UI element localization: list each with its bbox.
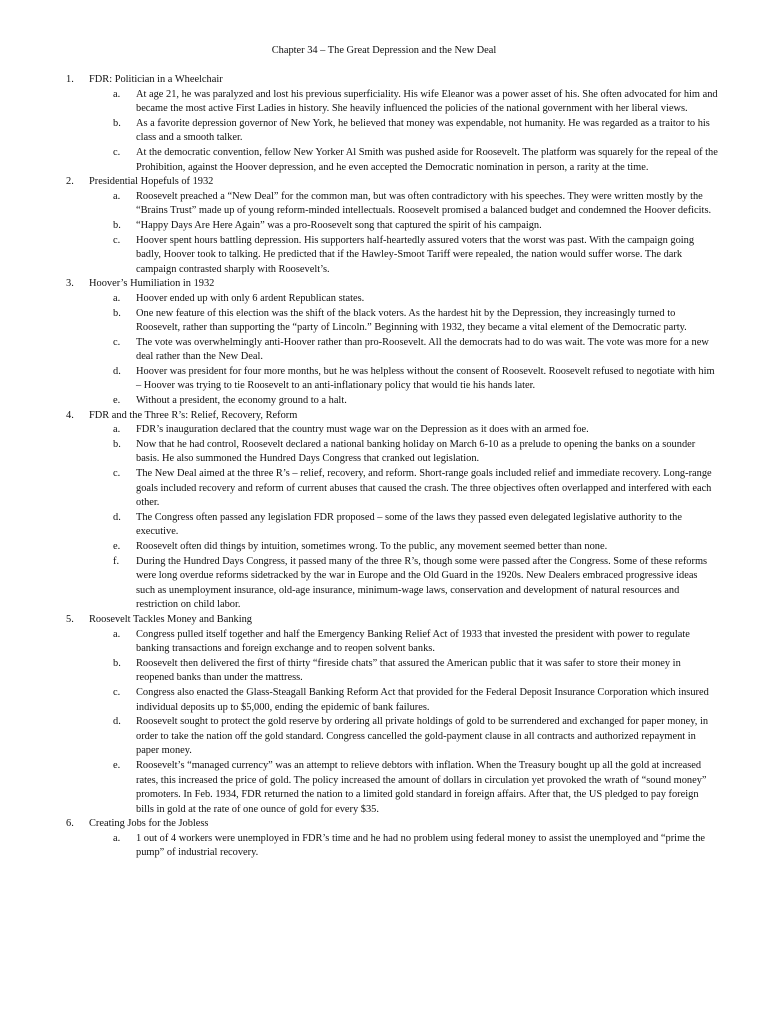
item-letter: c. [113, 336, 121, 348]
section-number: 5. [66, 613, 74, 625]
item-text: Hoover ended up with only 6 ardent Republican states. [136, 292, 365, 304]
list-item [0, 292, 768, 307]
section-heading [0, 73, 768, 88]
item-letter: c. [113, 468, 121, 480]
item-text: Roosevelt preached a “New Deal” for the common man, but was often contradictory with his speeches. They were written mostly by the “Brains Trust” made up of young reform-minded intellectuals. Roosevelt promised a balanced budget and condemned the Hoover deficits. [136, 190, 712, 217]
list-item [0, 307, 768, 336]
list-item [0, 832, 768, 861]
item-text: One new feature of this election was the shift of the black voters. As the hardest hit by the Depression, they increasingly turned to Roosevelt, rather than supporting the “party of Lincoln.” Beginning with 1932, they became a vital element of the Democratic party. [136, 307, 687, 334]
item-text: The New Deal aimed at the three R’s – relief, recovery, and reform. Short-range goals included relief and immediate recovery. Long-range goals included recovery and reform of current abuses that caused the crash. The three objectives often overlapped and interfered with each other. [136, 468, 712, 509]
section-heading [0, 175, 768, 190]
item-letter: a. [113, 292, 121, 304]
item-letter: b. [113, 219, 121, 231]
outline-section [0, 409, 768, 613]
item-text: Roosevelt’s “managed currency” was an attempt to relieve debtors with inflation. When the Treasury bought up all the gold at increased rates, this increased the price of gold. The policy increased the amount of dollars in circulation yet provoked the wrath of “sound money” promoters. In Feb. 1934, FDR returned the nation to a limited gold standard in foreign affairs. After that, the US pledged to pay foreign bills in gold at the rate of one ounce of gold for every $35. [136, 759, 707, 815]
item-text: Now that he had control, Roosevelt declared a national banking holiday on March 6-10 as a prelude to opening the banks on a sounder basis. He also summoned the Hundred Days Congress that cranked out legislation. [136, 438, 696, 465]
list-item [0, 219, 768, 234]
section-heading-text: Roosevelt Tackles Money and Banking [89, 613, 252, 625]
item-letter: b. [113, 657, 121, 669]
item-text: 1 out of 4 workers were unemployed in FDR’s time and he had no problem using federal money to assist the unemployed and “prime the pump” of industrial recovery. [136, 832, 706, 859]
section-heading [0, 817, 768, 832]
item-letter: c. [113, 234, 121, 246]
list-item [0, 686, 768, 715]
item-letter: c. [113, 146, 121, 158]
item-letter: b. [113, 438, 121, 450]
list-item [0, 117, 768, 146]
item-letter: f. [113, 555, 120, 567]
item-text: Roosevelt sought to protect the gold reserve by ordering all private holdings of gold to be surrendered and exchanged for paper money, in order to take the nation off the gold standard. Congress cancelled the gold-payment clause in all contracts and authorized repayment in paper money. [136, 716, 709, 757]
item-text: At the democratic convention, fellow New Yorker Al Smith was pushed aside for Roosevelt. The platform was squarely for the repeal of the Prohibition, against the Hoover depression, and he even accepted the Democratic nomination in person, a rarity at the time. [136, 146, 718, 173]
item-letter: a. [113, 190, 121, 202]
section-heading [0, 409, 768, 424]
item-text: During the Hundred Days Congress, it passed many of the three R’s, though some were passed after the Congress. Some of these reforms were long overdue reforms sidetracked by the war in Europe and the Old Guard in the 1920s. New Dealers embraced progressive ideas such as unemployment insurance, old-age insurance, minimum-wage laws, conservation and development of natural resources and restriction on child labor. [136, 555, 708, 611]
item-text: Hoover was president for four more months, but he was helpless without the consent of Roosevelt. Roosevelt refused to negotiate with him – Hoover was trying to tie Roosevelt to an anti-inflationary policy that would tie his hands later. [136, 365, 715, 392]
list-item [0, 628, 768, 657]
list-item [0, 394, 768, 409]
item-text: “Happy Days Are Here Again” was a pro-Roosevelt song that captured the spirit of his campaign. [136, 219, 542, 231]
list-item [0, 438, 768, 467]
list-item [0, 511, 768, 540]
item-text: Congress pulled itself together and half the Emergency Banking Relief Act of 1933 that invested the president with power to regulate banking transactions and foreign exchange and to reopen solvent banks. [136, 628, 690, 655]
chapter-title: Chapter 34 – The Great Depression and the New Deal [271, 45, 497, 56]
list-item [0, 336, 768, 365]
item-letter: a. [113, 424, 121, 436]
section-items [0, 190, 768, 278]
list-item [0, 365, 768, 394]
item-letter: d. [113, 716, 121, 728]
item-text: Without a president, the economy ground to a halt. [136, 395, 347, 407]
section-items [0, 88, 768, 176]
item-text: As a favorite depression governor of New York, he believed that money was expendable, not humanity. He was regarded as a traitor to his class and a smooth talker. [136, 117, 710, 144]
item-letter: b. [113, 307, 121, 319]
item-letter: c. [113, 686, 121, 698]
item-text: The Congress often passed any legislation FDR proposed – some of the laws they passed even delegated legislative authority to the executive. [136, 511, 682, 538]
section-number: 2. [66, 176, 74, 188]
outline-section [0, 817, 768, 861]
item-letter: e. [113, 395, 121, 407]
item-text: Roosevelt often did things by intuition, sometimes wrong. To the public, any movement seemed better than none. [136, 541, 608, 552]
item-letter: e. [113, 541, 121, 552]
list-item [0, 759, 768, 817]
list-item [0, 540, 768, 555]
list-item [0, 88, 768, 117]
section-heading-text: Creating Jobs for the Jobless [89, 818, 209, 830]
item-letter: a. [113, 832, 121, 844]
section-items [0, 423, 768, 613]
section-heading-text: FDR and the Three R’s: Relief, Recovery, Reform [89, 409, 298, 421]
item-letter: e. [113, 759, 121, 771]
list-item [0, 234, 768, 278]
list-item [0, 555, 768, 613]
item-letter: b. [113, 117, 121, 129]
list-item [0, 657, 768, 686]
item-text: Hoover spent hours battling depression. His supporters half-heartedly assured voters that the worst was past. With the campaign going badly, Hoover took to talking. He predicted that if the Hawley-Smoot Tariff were repealed, the nation would suffer worse. The dark campaign contrasted sharply with Roosevelt’s. [136, 234, 695, 275]
section-number: 6. [66, 818, 74, 830]
outline-section [0, 73, 768, 175]
section-items [0, 292, 768, 409]
list-item [0, 467, 768, 511]
item-letter: a. [113, 88, 121, 100]
item-text: Roosevelt then delivered the first of thirty “fireside chats” that assured the American public that it was safer to store their money in reopened banks than under the mattress. [136, 657, 681, 684]
section-number: 4. [66, 409, 74, 421]
section-items [0, 628, 768, 818]
section-items [0, 832, 768, 861]
outline-section [0, 277, 768, 408]
section-heading-text: Hoover’s Humiliation in 1932 [89, 278, 215, 290]
item-text: Congress also enacted the Glass-Steagall Banking Reform Act that provided for the Federal Deposit Insurance Corporation which insured individual deposits up to $5,000, ending the epidemic of bank failures. [136, 686, 709, 713]
list-item [0, 423, 768, 438]
item-text: At age 21, he was paralyzed and lost his previous superficiality. His wife Eleanor was a power asset of his. She often advocated for him and became the most active First Ladies in history. She heavily influenced the policies of the national government with her liberal views. [136, 88, 718, 115]
section-number: 3. [66, 278, 74, 290]
section-heading [0, 613, 768, 628]
section-heading-text: FDR: Politician in a Wheelchair [89, 74, 223, 85]
list-item [0, 715, 768, 759]
list-item [0, 146, 768, 175]
item-text: FDR’s inauguration declared that the country must wage war on the Depression as it does with an armed foe. [136, 424, 589, 436]
section-heading [0, 277, 768, 292]
item-letter: d. [113, 365, 121, 377]
outline-section [0, 613, 768, 817]
item-text: The vote was overwhelmingly anti-Hoover rather than pro-Roosevelt. All the democrats had to do was wait. The vote was more for a new deal rather than the New Deal. [136, 336, 709, 363]
item-letter: a. [113, 628, 121, 640]
outline-list [0, 73, 768, 861]
item-letter: d. [113, 511, 121, 523]
outline-section [0, 175, 768, 277]
list-item [0, 190, 768, 219]
section-heading-text: Presidential Hopefuls of 1932 [89, 176, 214, 188]
section-number: 1. [66, 74, 74, 85]
